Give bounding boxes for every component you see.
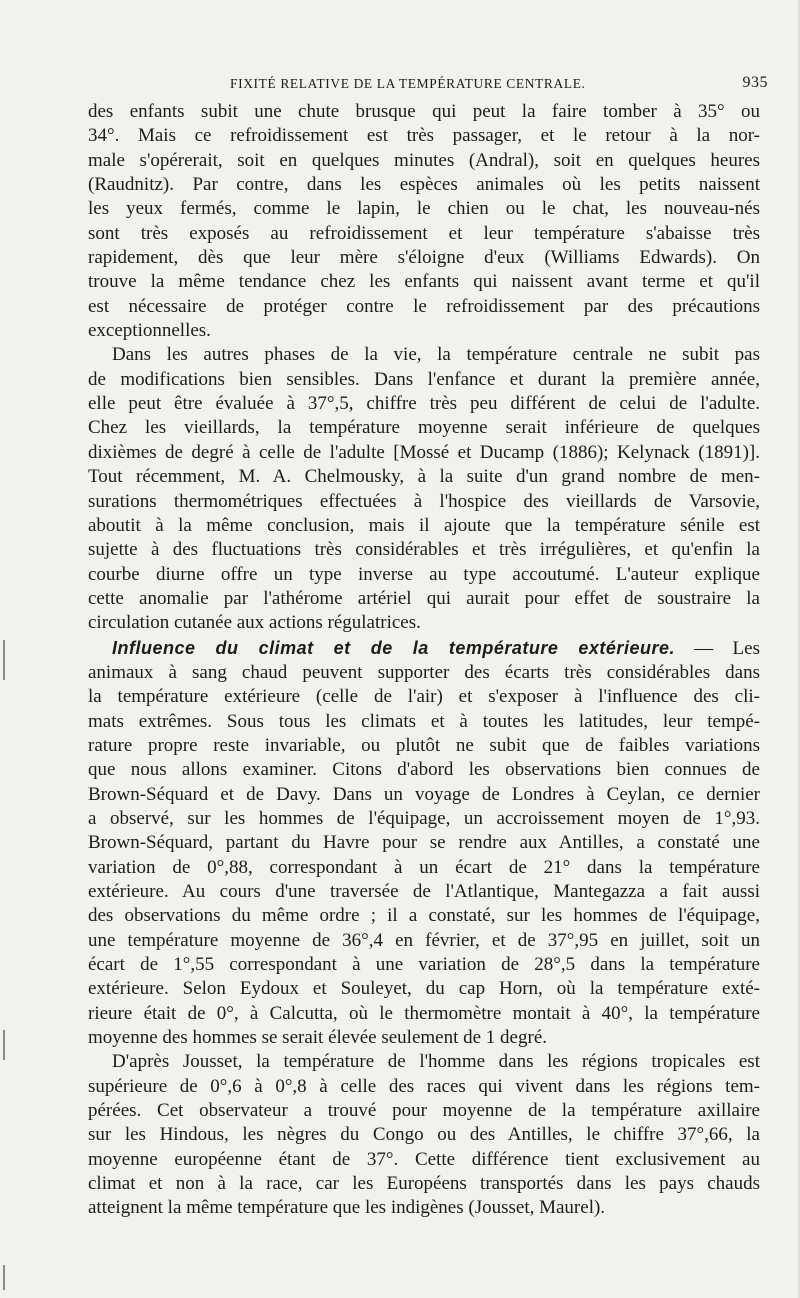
text-line: (Raudnitz). Par contre, dans les espèces animales où les petits naissent	[88, 174, 760, 196]
text-line: surations thermométriques effectuées à l'hospice des vieillards de Varsovie,	[88, 490, 760, 512]
text-line: sujette à des fluctuations très considérables et très irrégulières, et qu'enfin la	[88, 539, 760, 561]
text-line: extérieure. Selon Eydoux et Souleyet, du cap Horn, où la température exté-	[88, 978, 760, 1000]
scan-margin-mark	[3, 1030, 5, 1060]
text-line: Chez les vieillards, la température moyenne serait inférieure de quelques	[88, 417, 760, 439]
text-line: que nous allons examiner. Citons d'abord les observations bien connues de	[88, 759, 760, 781]
text-line: rieure était de 0°, à Calcutta, où le thermomètre montait à 40°, la température	[88, 1002, 760, 1024]
text-line: dixièmes de degré à celle de l'adulte [Mossé et Ducamp (1886); Kelynack (1891)].	[88, 441, 760, 463]
text-line: elle peut être évaluée à 37°,5, chiffre très peu différent de celui de l'adulte.	[88, 393, 760, 415]
text-line: une température moyenne de 36°,4 en février, et de 37°,95 en juillet, soit un	[88, 929, 760, 951]
text-line: écart de 1°,55 correspondant à une variation de 28°,5 dans la température	[88, 954, 760, 976]
text-line: D'après Jousset, la température de l'homme dans les régions tropicales est	[112, 1051, 760, 1073]
text-line: variation de 0°,88, correspondant à un écart de 21° dans la température	[88, 856, 760, 878]
section-heading: Influence du climat et de la température extérieure.	[112, 637, 675, 658]
paragraph-climate-influence	[88, 636, 760, 1051]
text-line: pérées. Cet observateur a trouvé pour moyenne de la température axillaire	[88, 1100, 760, 1122]
text-line: moyenne des hommes se serait élevée seulement de 1 degré.	[88, 1027, 547, 1049]
page-number: 935	[742, 74, 768, 91]
text-line: a observé, sur les hommes de l'équipage, un accroissement moyen de 1°,93.	[88, 807, 760, 829]
text-line: climat et non à la race, car les Européens transportés dans les pays chauds	[88, 1173, 760, 1195]
paragraph-life-phases	[88, 343, 760, 635]
text-line	[88, 636, 760, 661]
text-line: sur les Hindous, les nègres du Congo ou des Antilles, le chiffre 37°,66, la	[88, 1124, 760, 1146]
text-line: 34°. Mais ce refroidissement est très passager, et le retour à la nor-	[88, 125, 760, 147]
text-line: Tout récemment, M. A. Chelmousky, à la suite d'un grand nombre de men-	[88, 466, 760, 488]
running-header	[88, 74, 768, 96]
text-line: rature propre reste invariable, ou plutôt ne subit que de faibles variations	[88, 734, 760, 756]
scan-margin-mark	[3, 640, 5, 680]
text-line: aboutit à la même conclusion, mais il ajoute que la température sénile est	[88, 514, 760, 536]
text-line: supérieure de 0°,6 à 0°,8 à celle des races qui vivent dans les régions tem-	[88, 1075, 760, 1097]
text-line: les yeux fermés, comme le lapin, le chien ou le chat, les nouveau-nés	[88, 198, 760, 220]
text-line: trouve la même tendance chez les enfants qui naissent avant terme et qu'il	[88, 271, 760, 293]
text-line: de modifications bien sensibles. Dans l'enfance et durant la première année,	[88, 368, 760, 390]
text-line: Brown-Séquard, partant du Havre pour se rendre aux Antilles, a constaté une	[88, 832, 760, 854]
heading-continuation: — Les	[674, 637, 760, 659]
text-line: extérieure. Au cours d'une traversée de l'Atlantique, Mantegazza a fait aussi	[88, 881, 760, 902]
text-line: circulation cutanée aux actions régulatrices.	[88, 612, 421, 634]
body-text	[88, 100, 760, 1221]
text-line: est nécessaire de protéger contre le refroidissement par des précautions	[88, 295, 760, 317]
text-line: moyenne européenne étant de 37°. Cette différence tient exclusivement au	[88, 1148, 760, 1170]
text-line: exceptionnelles.	[88, 320, 211, 342]
text-line: la température extérieure (celle de l'air) et s'exposer à l'influence des cli-	[88, 686, 760, 708]
text-line: animaux à sang chaud peuvent supporter des écarts très considérables dans	[88, 661, 760, 683]
scan-margin-mark	[3, 1265, 5, 1290]
paragraph-newborn-cooling	[88, 100, 760, 343]
text-line: des observations du même ordre ; il a constaté, sur les hommes de l'équipage,	[88, 905, 760, 927]
text-line: atteignent la même température que les indigènes (Jousset, Maurel).	[88, 1197, 606, 1219]
text-line: rapidement, dès que leur mère s'éloigne d'eux (Williams Edwards). On	[88, 247, 760, 269]
text-line: male s'opérerait, soit en quelques minutes (Andral), soit en quelques heures	[88, 149, 760, 171]
text-line: Dans les autres phases de la vie, la température centrale ne subit pas	[112, 344, 760, 366]
text-line: des enfants subit une chute brusque qui peut la faire tomber à 35° ou	[88, 101, 760, 122]
text-line: Brown-Séquard et de Davy. Dans un voyage de Londres à Ceylan, ce dernier	[88, 783, 760, 805]
running-title: FIXITÉ RELATIVE DE LA TEMPÉRATURE CENTRALE.	[230, 76, 586, 91]
text-line: mats extrêmes. Sous tous les climats et à toutes les latitudes, leur tempé-	[88, 710, 760, 732]
paragraph-jousset	[88, 1050, 760, 1220]
text-line: sont très exposés au refroidissement et leur température s'abaisse très	[88, 222, 760, 244]
text-line: cette anomalie par l'athérome artériel qui aurait pour effet de soustraire la	[88, 587, 760, 609]
text-line: courbe diurne offre un type inverse au type accoutumé. L'auteur explique	[88, 563, 760, 585]
